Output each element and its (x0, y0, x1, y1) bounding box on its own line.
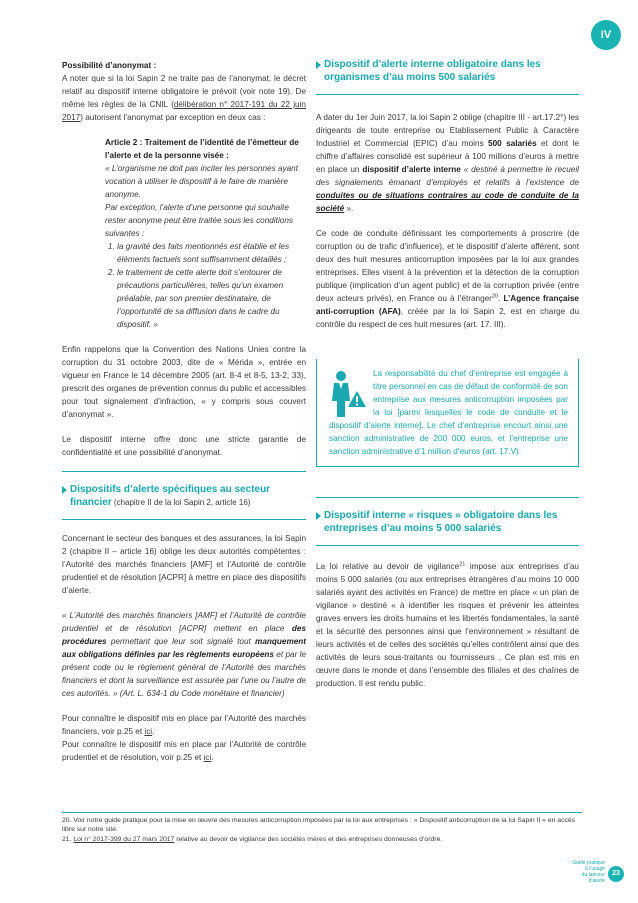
afa-bold: L’Agence française anti-corruption (AFA) (316, 294, 579, 316)
quote-body-2: Par exception, l’alerte d’une personne qui souhaite rester anonyme peut être traitée sous les conditions suivantes : (105, 203, 293, 238)
footnote-20: 20. Voir notre guide pratique pour la mise en œuvre des mesures anticorruption imposées par la loi aux entreprises : « Dispositif anticorruption de la loi Sapin II » en accès libre sur notre site. (62, 817, 576, 833)
section-divider (316, 497, 579, 498)
anonymity-paragraph (62, 59, 306, 124)
text-bold: dispositif d’alerte interne (362, 165, 461, 174)
section-financial-heading (62, 484, 306, 509)
arrow-right-icon (316, 61, 321, 69)
guide-label-line: du lanceur (581, 872, 605, 878)
guide-label (565, 860, 605, 884)
amf-code-quote (62, 609, 306, 700)
footnote-ref: 21 (459, 561, 466, 568)
text-bold-italic: conduites ou de situations contraires au code de conduite de la société (316, 191, 579, 213)
right-column (316, 59, 579, 702)
links-paragraph: Pour connaître le dispositif mis en place par l’Autorité des marchés financiers, voir p.25 et ici. Pour connaître le dispositif mis en place par l’Autorité de contrôle prudentiel et de résolution, voir p.25 et ici. (62, 714, 306, 762)
text: ». (344, 204, 354, 213)
section-financial-title: Dispositifs d’alerte spécifiques au secteur financier (70, 484, 271, 508)
quote-bold: des procédures (62, 624, 306, 646)
left-column (62, 59, 306, 776)
section-divider (62, 471, 306, 472)
text: . (498, 294, 504, 303)
callout-text: La responsabilité du chef d’entreprise est engagée à titre personnel en cas de défaut de conformité de son entreprise aux mesures anticorruption imposées par la loi [parmi lesquelles le code de conduite et le dispositif d’alerte interne]. Le chef d’entreprise encourt ainsi une sanction administrative de 200 000 euros, et l’entreprise une sanction administrative d’1 million d’euros (art. 17.V). (329, 369, 568, 456)
arrow-right-icon (316, 512, 321, 520)
footnote-number: 21. (62, 836, 74, 844)
quote-text: permettant que leur soit signalé tout (106, 637, 256, 646)
law-link[interactable]: Loi n° 2017-399 du 27 mars 2017 (73, 836, 175, 844)
arrow-right-icon (62, 486, 67, 494)
section-divider (62, 519, 306, 520)
text: La loi relative au devoir de vigilance (316, 562, 460, 571)
text: et dont le chiffre d’affaires consolidé est supérieur à 100 millions d’euros à mettre en place un (316, 139, 579, 174)
financial-sector-paragraph: Concernant le secteur des banques et des assurances, la loi Sapin 2 (chapitre II – article 16) oblige les deux autorités compétentes : l’Autorité des marchés financiers [AMF] et l’Autorité de contrôle prudentiel et de résolution [ACPR] à mettre en place des dispositifs d’alerte. (62, 534, 306, 595)
conduct-code-paragraph (316, 227, 579, 331)
text: Ce code de conduite définissant les comportements à proscrire (de corruption ou de trafic d’influence), et le dispositif d’alerte afférent, sont deux des huit mesures anticorruption imposées par la loi aux grandes entreprises. Elles visent à la prévention et la détection de la corruption publique (implication d’un agent public) et de la corruption privée (entre deux acteurs privés), en France ou à l’étranger (316, 229, 579, 303)
footnote-ref: 20 (491, 293, 499, 300)
text: , créée par la loi Sapin 2, est en charge du contrôle du respect de ces huit mesures (art. 17. III). (316, 307, 579, 329)
quote-text: et par le présent code ou le règlement général de l’Autorité des marchés financiers et dont la surveillance est assurée par l’une ou l’autre de ces autorités. » (Art. L. 634-1 du Code monétaire et financier) (62, 650, 306, 698)
footnote-21 (62, 836, 582, 845)
section-divider (316, 545, 579, 546)
quote-list (105, 240, 306, 331)
chapter-badge: IV (591, 20, 621, 50)
section-financial-subtitle: (chapitre II de la loi Sapin 2, article 16) (111, 497, 251, 507)
text-bold: 500 salariés (488, 139, 537, 148)
quote-text: « L’Autorité des marchés financiers [AMF] et l’Autorité de contrôle prudentiel et de résolution [ACPR] mettent en place (62, 611, 306, 633)
section-risks-heading (316, 510, 579, 535)
acpr-link[interactable]: ici (203, 753, 212, 762)
section-risks-title: Dispositif interne « risques » obligatoire dans les entreprises d’au moins 5 000 salariés (324, 510, 558, 534)
anonymity-text-end: ) autorisent l’anonymat par exception en deux cas : (80, 113, 266, 122)
section-internal-heading (316, 59, 579, 84)
cnil-quote (105, 136, 306, 331)
anonymity-title: Possibilité d’anonymat : (62, 61, 157, 70)
guide-label-line: à l’usage (584, 866, 605, 872)
text-italic: « destiné à permettre le recueil des signalements émanant d’employés et relatifs à l’existence de (316, 165, 579, 187)
responsibility-callout (316, 359, 579, 467)
quote-bold: manquement aux obligations définies par les règlements européens (62, 637, 306, 659)
quote-title: Article 2 : Traitement de l’identité de l’émetteur de l’alerte et de la personne visée : (105, 138, 299, 160)
acpr-text: Pour connaître le dispositif mis en place par l’Autorité de contrôle prudentiel et de résolution, voir p.25 et (62, 740, 306, 762)
internal-paragraph (316, 111, 579, 215)
cnil-link[interactable]: délibération n° 2017-191 du 22 juin 2017 (62, 100, 306, 122)
guide-label-line: Guide pratique (572, 860, 605, 866)
section-divider (316, 94, 579, 95)
amf-text: Pour connaître le dispositif mis en place par l’Autorité des marchés financiers, voir p.25 et (62, 714, 306, 736)
text: A dater du 1er Juin 2017, la loi Sapin 2 oblige (chapitre III - art.17.2°) les dirigeants de toute entreprise ou Etablissement Public à Caractère Industriel et Commercial (EPIC) d’au moins (316, 113, 579, 148)
anonymity-text: A noter que si la loi Sapin 2 ne traite pas de l’anonymat, le décret relatif au dispositif interne obligatoire le prévoit (voir note 19). De même les règles de la CNIL ( (62, 74, 306, 109)
quote-body-1: « L’organisme ne doit pas inciter les personnes ayant vocation à utiliser le dispositif à le faire de manière anonyme. (105, 164, 298, 199)
vigilance-paragraph (316, 560, 579, 690)
footnote-text: relative au devoir de vigilance des sociétés mères et des entreprises donneuses d’ordre. (174, 836, 443, 844)
page-number: 23 (608, 866, 624, 882)
quote-item: 1. la gravité des faits mentionnés est établie et les éléments factuels sont suffisamment détaillés ; (117, 240, 306, 266)
guarantee-paragraph: Le dispositif interne offre donc une stricte garantie de confidentialité et une possibilité d’anonymat. (62, 435, 306, 457)
guide-label-line: d’alerte (588, 878, 605, 884)
text: impose aux entreprises d’au moins 5 000 salariés (ou aux entreprises étrangères d’au moins 10 000 salariés ayant des activités en France) de mettre en place « un plan de vigilance » destiné « à identifier les risques et prévenir les atteintes graves envers les droits humains et les libertés fondamentales, la santé et la sécurité des personnes ainsi que l’environnement » résultant de leurs activités et de celles des sociétés qu’elles contrôlent ainsi que des activités de leurs sous-traitants ou fournisseurs . Ce plan est mis en œuvre dans le monde et dans l’ensemble des filiales et des chaînes de production. Il est rendu public. (316, 562, 579, 688)
footnotes (62, 812, 582, 847)
section-internal-title: Dispositif d’alerte interne obligatoire dans les organismes d’au moins 500 salariés (324, 59, 541, 83)
amf-link[interactable]: ici (144, 727, 153, 736)
merida-paragraph: Enfin rappelons que la Convention des Nations Unies contre la corruption du 31 octobre 2003, dite de « Mérida », entrée en vigueur en France le 14 décembre 2005 (art. 8-4 et 8-5, 13-2, 33), prescrit des organes de prévention connus du public et accessibles pour tout signalement d’infraction, « y compris sous couvert d’anonymat ». (62, 345, 306, 419)
warning-person-icon (329, 369, 367, 419)
quote-item: 2. le traitement de cette alerte doit s’entourer de précautions particulières, telles qu’un examen préalable, par son premier destinataire, de l’opportunité de sa diffusion dans le cadre du dispositif. » (117, 266, 306, 331)
